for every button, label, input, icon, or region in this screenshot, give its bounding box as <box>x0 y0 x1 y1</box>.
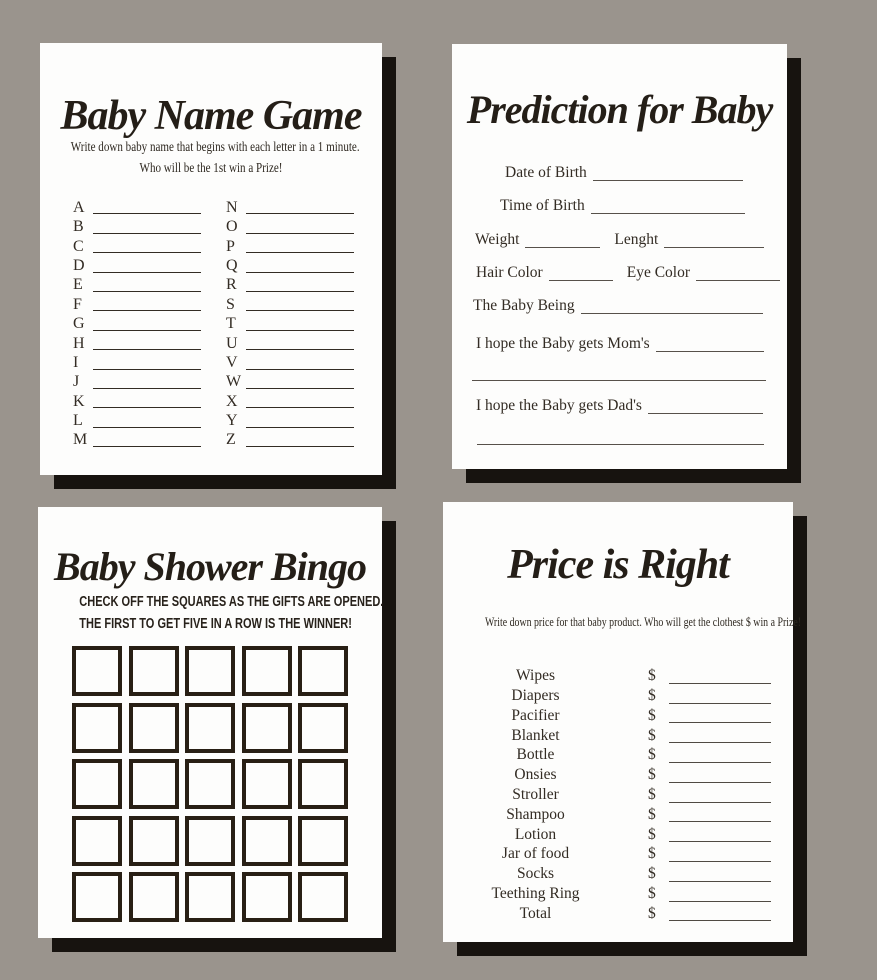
product-label: Jar of food <box>501 845 570 863</box>
letter-row <box>226 294 354 313</box>
length-label: Lenght <box>614 231 659 248</box>
price-row <box>443 904 793 924</box>
dollar-sign: $ <box>648 884 656 902</box>
bingo-square <box>298 646 348 696</box>
date-of-birth-label: Date of Birth <box>505 164 587 181</box>
price-row <box>443 706 793 726</box>
dollar-sign: $ <box>648 845 656 863</box>
letter-row <box>73 197 201 216</box>
field-baby-being <box>473 297 763 316</box>
price-list <box>443 666 793 923</box>
bingo-grid <box>72 646 348 922</box>
letter-row <box>226 197 354 216</box>
letter-label: L <box>73 412 83 430</box>
letter-label: Z <box>226 431 236 449</box>
card-prediction-for-baby <box>452 44 787 469</box>
field-moms <box>476 335 764 354</box>
price-row <box>443 745 793 765</box>
bingo-square <box>72 646 122 696</box>
weight-label: Weight <box>475 231 520 248</box>
price-blank-line <box>669 821 771 822</box>
price-blank-line <box>669 782 771 783</box>
letter-blank-line <box>93 213 201 214</box>
baby-name-game-instructions <box>70 137 360 179</box>
bingo-square <box>129 703 179 753</box>
price-row <box>443 884 793 904</box>
dollar-sign: $ <box>648 785 656 803</box>
price-row <box>443 686 793 706</box>
bingo-square <box>129 646 179 696</box>
field-time-of-birth <box>500 197 745 216</box>
bingo-square <box>185 872 235 922</box>
product-label: Shampoo <box>506 805 565 823</box>
price-row <box>443 785 793 805</box>
letter-blank-line <box>93 427 201 428</box>
letter-row <box>73 372 201 391</box>
field-weight-length <box>475 231 764 250</box>
price-row <box>443 765 793 785</box>
letter-blank-line <box>93 407 201 408</box>
letter-label: O <box>226 218 238 236</box>
hair-color-blank-line <box>549 280 613 281</box>
eye-color-blank-line <box>696 280 780 281</box>
price-blank-line <box>669 683 771 684</box>
price-blank-line <box>669 762 771 763</box>
letter-label: V <box>226 353 238 371</box>
price-blank-line <box>669 920 771 921</box>
dollar-sign: $ <box>648 706 656 724</box>
letter-row <box>226 430 354 449</box>
dollar-sign: $ <box>648 746 656 764</box>
letter-blank-line <box>246 330 354 331</box>
weight-blank-line <box>525 247 600 248</box>
letter-blank-line <box>246 213 354 214</box>
baby-name-game-title: Baby Name Game <box>60 93 362 139</box>
dollar-sign: $ <box>648 726 656 744</box>
baby-being-label: The Baby Being <box>473 297 575 314</box>
letter-row <box>226 216 354 235</box>
letter-label: K <box>73 392 85 410</box>
product-label: Lotion <box>514 825 557 843</box>
letter-blank-line <box>246 272 354 273</box>
letter-label: Q <box>226 256 238 274</box>
eye-color-label: Eye Color <box>626 264 691 281</box>
letter-row <box>226 313 354 332</box>
letter-row <box>73 410 201 429</box>
card-baby-name-game <box>40 43 382 475</box>
bingo-square <box>129 872 179 922</box>
letter-blank-line <box>246 369 354 370</box>
price-row <box>443 725 793 745</box>
time-of-birth-blank-line <box>591 213 745 214</box>
letter-label: J <box>73 373 80 391</box>
bingo-instructions-line-2: THE FIRST TO GET FIVE IN A ROW IS THE WINNER! <box>79 615 352 632</box>
bingo-square <box>298 703 348 753</box>
letter-row <box>73 430 201 449</box>
moms-continuation-line <box>472 380 766 381</box>
letter-row <box>73 236 201 255</box>
product-label: Teething Ring <box>491 884 580 902</box>
letter-blank-line <box>246 446 354 447</box>
price-row <box>443 824 793 844</box>
letter-blank-line <box>246 233 354 234</box>
letter-label: E <box>73 276 83 294</box>
product-label: Diapers <box>511 687 560 704</box>
product-label: Socks <box>516 865 555 883</box>
letter-blank-line <box>246 388 354 389</box>
letter-row <box>226 275 354 294</box>
hair-color-label: Hair Color <box>476 264 543 281</box>
letter-blank-line <box>93 252 201 253</box>
bingo-square <box>242 759 292 809</box>
moms-blank-line <box>656 351 764 352</box>
letter-row <box>226 391 354 410</box>
letter-label: F <box>73 295 82 313</box>
letter-row <box>226 333 354 352</box>
letter-blank-line <box>246 349 354 350</box>
bingo-square <box>242 646 292 696</box>
bingo-square <box>72 703 122 753</box>
bingo-square <box>72 759 122 809</box>
letter-row <box>73 333 201 352</box>
letter-label: S <box>226 295 235 313</box>
price-row <box>443 666 793 686</box>
moms-label: I hope the Baby gets Mom's <box>476 335 650 352</box>
letter-blank-line <box>93 330 201 331</box>
letter-label: P <box>226 237 235 255</box>
dollar-sign: $ <box>648 825 656 843</box>
product-label: Wipes <box>516 667 555 685</box>
dollar-sign: $ <box>648 805 656 823</box>
price-blank-line <box>669 742 771 743</box>
bingo-square <box>185 646 235 696</box>
letters-column-n-z <box>226 197 354 449</box>
bingo-square <box>129 759 179 809</box>
product-label: Stroller <box>512 785 559 803</box>
letter-label: U <box>226 334 238 352</box>
instructions-line-1: Write down baby name that begins with each letter in a 1 minute. <box>70 139 360 154</box>
price-blank-line <box>669 861 771 862</box>
bingo-square <box>72 872 122 922</box>
letter-label: X <box>226 392 238 410</box>
letter-row <box>226 255 354 274</box>
letter-blank-line <box>93 349 201 350</box>
price-blank-line <box>669 901 771 902</box>
letter-row <box>73 352 201 371</box>
price-blank-line <box>669 722 771 723</box>
bingo-square <box>129 816 179 866</box>
price-blank-line <box>669 802 771 803</box>
letter-blank-line <box>246 427 354 428</box>
field-dads <box>476 397 763 416</box>
letter-blank-line <box>246 291 354 292</box>
bingo-square <box>242 703 292 753</box>
letter-label: G <box>73 315 85 333</box>
price-blank-line <box>669 703 771 704</box>
letter-row <box>226 410 354 429</box>
product-label: Blanket <box>511 726 560 744</box>
dollar-sign: $ <box>648 667 656 685</box>
product-label: Total <box>519 904 552 922</box>
price-row <box>443 805 793 825</box>
price-blank-line <box>669 881 771 882</box>
letter-label: B <box>73 218 84 236</box>
price-row <box>443 864 793 884</box>
letter-blank-line <box>93 310 201 311</box>
time-of-birth-label: Time of Birth <box>500 197 585 214</box>
bingo-instructions <box>79 592 384 636</box>
product-label: Bottle <box>516 746 555 764</box>
letter-row <box>226 236 354 255</box>
letter-label: T <box>226 315 236 333</box>
letter-label: N <box>226 198 238 216</box>
bingo-square <box>72 816 122 866</box>
letter-label: I <box>73 353 79 371</box>
bingo-square <box>242 816 292 866</box>
date-of-birth-blank-line <box>593 180 743 181</box>
letter-blank-line <box>93 272 201 273</box>
dads-continuation-line <box>477 444 764 445</box>
dollar-sign: $ <box>648 766 656 784</box>
instructions-line-2: Who will be the 1st win a Prize! <box>139 159 283 175</box>
bingo-square <box>298 816 348 866</box>
letter-blank-line <box>246 310 354 311</box>
bingo-square <box>298 872 348 922</box>
dads-label: I hope the Baby gets Dad's <box>476 397 642 414</box>
letter-row <box>73 255 201 274</box>
letter-blank-line <box>93 291 201 292</box>
bingo-square <box>185 816 235 866</box>
baby-being-blank-line <box>581 313 763 314</box>
letter-label: C <box>73 237 84 255</box>
letter-row <box>73 391 201 410</box>
bingo-square <box>185 703 235 753</box>
price-instructions: Write down price for that baby product. Who will get the clothest $ win a Prize! <box>485 614 802 629</box>
letter-blank-line <box>93 446 201 447</box>
bingo-square <box>298 759 348 809</box>
letter-label: Y <box>226 412 238 430</box>
letter-row <box>73 294 201 313</box>
letter-row <box>226 372 354 391</box>
product-label: Pacifier <box>511 706 560 724</box>
card-baby-shower-bingo <box>38 507 382 938</box>
bingo-square <box>185 759 235 809</box>
letter-label: A <box>73 198 85 216</box>
price-title: Price is Right <box>507 542 729 588</box>
length-blank-line <box>664 247 764 248</box>
bingo-instructions-line-1: CHECK OFF THE SQUARES AS THE GIFTS ARE OPENED. <box>79 594 384 610</box>
price-row <box>443 844 793 864</box>
letter-blank-line <box>93 388 201 389</box>
letter-row <box>73 216 201 235</box>
price-blank-line <box>669 841 771 842</box>
letter-blank-line <box>93 233 201 234</box>
dads-blank-line <box>648 413 763 414</box>
prediction-title: Prediction for Baby <box>466 87 773 132</box>
dollar-sign: $ <box>648 687 656 704</box>
letter-label: M <box>73 431 88 449</box>
letter-label: H <box>73 334 85 352</box>
product-label: Onsies <box>514 766 557 784</box>
bingo-square <box>242 872 292 922</box>
letter-row <box>226 352 354 371</box>
dollar-sign: $ <box>648 865 656 883</box>
letter-row <box>73 313 201 332</box>
letter-blank-line <box>246 407 354 408</box>
letter-label: W <box>226 373 242 391</box>
bingo-title: Baby Shower Bingo <box>54 544 366 589</box>
letter-label: R <box>226 276 237 294</box>
field-hair-eye-color <box>476 264 780 283</box>
card-price-is-right <box>443 502 802 942</box>
field-date-of-birth <box>505 164 743 183</box>
letter-label: D <box>73 256 85 274</box>
letter-blank-line <box>246 252 354 253</box>
letter-blank-line <box>93 369 201 370</box>
dollar-sign: $ <box>648 904 656 922</box>
letter-row <box>73 275 201 294</box>
letters-column-a-m <box>73 197 201 449</box>
